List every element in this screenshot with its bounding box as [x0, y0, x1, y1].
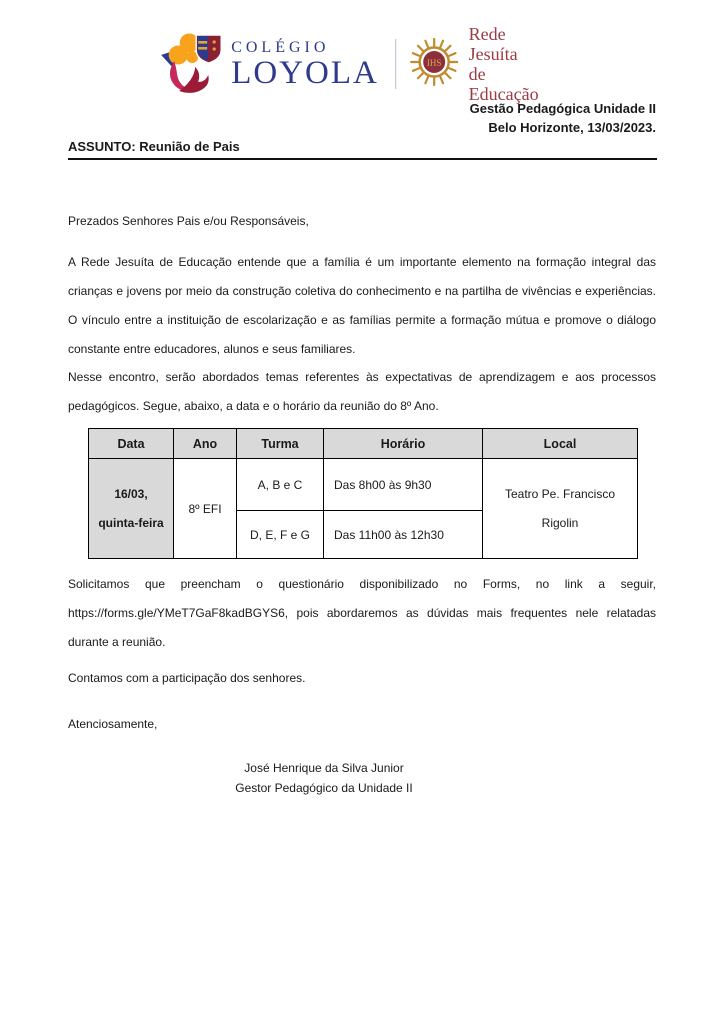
- col-header-turma: Turma: [237, 429, 324, 459]
- ihs-sunburst-icon: [410, 37, 460, 92]
- turma-cell: D, E, F e G: [237, 511, 324, 559]
- date-cell-line2: quinta-feira: [98, 515, 164, 530]
- college-name-line2: LOYOLA: [231, 55, 379, 91]
- department-line: Gestão Pedagógica Unidade II: [469, 101, 656, 116]
- network-name-line2: de Educação: [468, 64, 539, 104]
- subject-line: ASSUNTO: Reunião de Pais: [68, 139, 657, 160]
- table-header-row: [89, 429, 638, 459]
- local-cell-line1: Teatro Pe. Francisco: [504, 486, 616, 501]
- local-cell: [483, 459, 638, 559]
- college-name: [231, 39, 379, 89]
- col-header-ano: Ano: [174, 429, 237, 459]
- college-name-line1: COLÉGIO: [231, 39, 330, 56]
- ihs-monogram-text: IHS: [427, 57, 442, 68]
- table-row: [89, 459, 638, 511]
- salutation: Prezados Senhores Pais e/ou Responsáveis,: [68, 214, 309, 228]
- local-cell-line2: Rigolin: [541, 515, 579, 530]
- paragraph-3: [68, 570, 656, 657]
- signature-block: [0, 758, 648, 798]
- col-header-horario: Horário: [324, 429, 483, 459]
- forms-link[interactable]: https://forms.gle/YMeT7GaF8kadBGYS6: [68, 606, 285, 620]
- year-cell: 8º EFI: [174, 459, 237, 559]
- horario-cell: Das 8h00 às 9h30: [324, 459, 483, 511]
- signature-name: José Henrique da Silva Junior: [244, 761, 404, 775]
- meeting-schedule-table: [88, 428, 638, 559]
- network-name-line1: Rede Jesuíta: [468, 24, 518, 64]
- date-cell-line1: 16/03,: [114, 486, 148, 501]
- paragraph-3-after-link: , pois abordaremos as dúvidas mais frequentes nele relatadas durante a reunião.: [68, 606, 656, 649]
- date-cell: [89, 459, 174, 559]
- turma-cell: A, B e C: [237, 459, 324, 511]
- closing-line: Atenciosamente,: [68, 717, 158, 731]
- paragraph-3-before-link: Solicitamos que preencham o questionário disponibilizado no Forms, no link a seguir,: [68, 577, 656, 591]
- paragraph-4: Contamos com a participação dos senhores.: [68, 671, 306, 685]
- paragraph-2: Nesse encontro, serão abordados temas referentes às expectativas de aprendizagem e aos processos pedagógicos. Segue, abaixo, a data e o horário da reunião do 8º Ano.: [68, 370, 656, 413]
- signature-role: Gestor Pedagógico da Unidade II: [235, 781, 413, 795]
- paragraph-1: A Rede Jesuíta de Educação entende que a família é um importante elemento na formação integral das crianças e jovens por meio da construção coletiva do conhecimento e na partilha de vivências e experiências. O vínculo entre a instituição de escolarização e as famílias permite a formação mútua e promove o diálogo constante entre educadores, alunos e seus familiares.: [68, 255, 656, 356]
- logo-divider: [395, 39, 396, 89]
- place-date-line: Belo Horizonte, 13/03/2023.: [488, 120, 656, 135]
- loyola-emblem-icon: [159, 30, 223, 99]
- col-header-local: Local: [483, 429, 638, 459]
- letter-meta: [470, 99, 656, 137]
- header-logo-row: [159, 24, 539, 104]
- horario-cell: Das 11h00 às 12h30: [324, 511, 483, 559]
- col-header-data: Data: [89, 429, 174, 459]
- network-name: [469, 24, 539, 104]
